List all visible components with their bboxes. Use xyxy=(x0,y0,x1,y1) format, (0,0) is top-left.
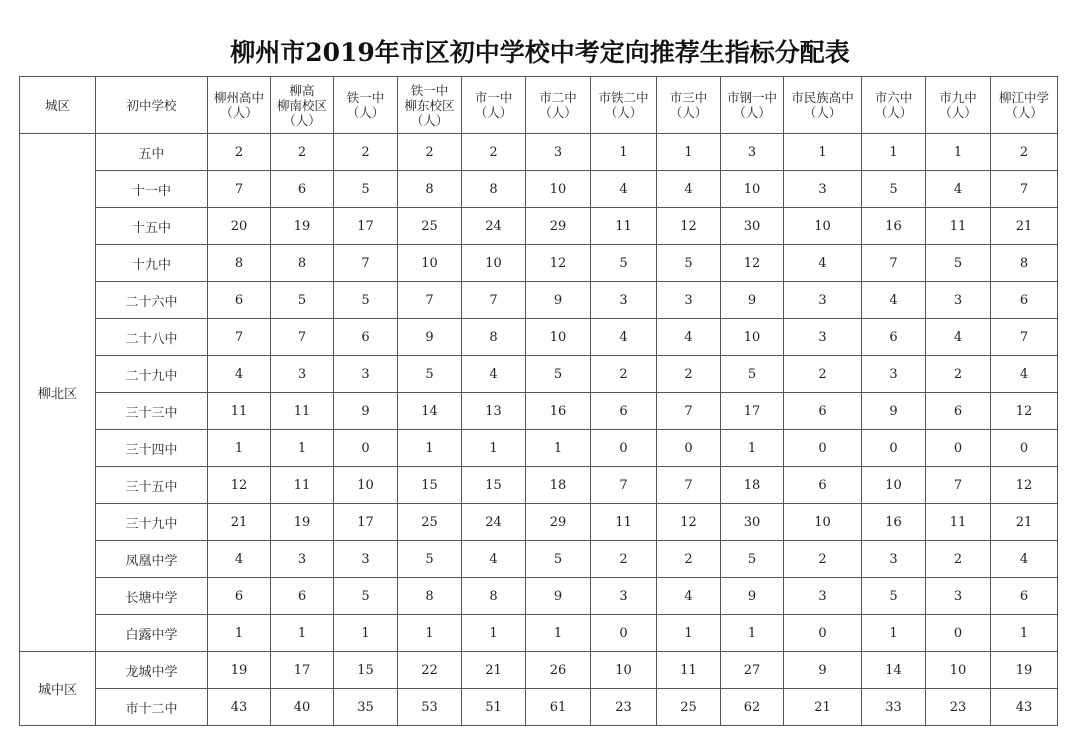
school-cell: 二十八中 xyxy=(96,319,208,356)
table-row xyxy=(20,319,1058,356)
quota-cell: 2 xyxy=(784,541,862,578)
quota-cell: 14 xyxy=(398,393,462,430)
quota-cell: 3 xyxy=(784,282,862,319)
quota-cell: 6 xyxy=(208,282,271,319)
quota-cell: 43 xyxy=(208,689,271,726)
quota-cell: 1 xyxy=(926,134,991,171)
quota-cell: 4 xyxy=(208,541,271,578)
column-header-line: 市一中 xyxy=(474,90,513,105)
quota-cell: 5 xyxy=(926,245,991,282)
quota-cell: 1 xyxy=(334,615,398,652)
quota-cell: 3 xyxy=(784,319,862,356)
column-header-line: （人） xyxy=(874,105,913,120)
quota-cell: 12 xyxy=(657,208,721,245)
table-row xyxy=(20,578,1058,615)
table-row xyxy=(20,356,1058,393)
quota-cell: 3 xyxy=(334,541,398,578)
quota-cell: 6 xyxy=(991,282,1058,319)
quota-cell: 0 xyxy=(591,430,657,467)
quota-cell: 3 xyxy=(271,541,334,578)
column-header-line: 柳州高中 xyxy=(213,90,264,105)
quota-cell: 5 xyxy=(526,541,591,578)
quota-cell: 5 xyxy=(271,282,334,319)
quota-cell: 8 xyxy=(208,245,271,282)
quota-cell: 10 xyxy=(526,319,591,356)
quota-cell: 1 xyxy=(721,430,784,467)
column-header xyxy=(208,77,271,134)
quota-cell: 9 xyxy=(526,578,591,615)
school-cell: 市十二中 xyxy=(96,689,208,726)
quota-cell: 5 xyxy=(591,245,657,282)
column-header-line: 城区 xyxy=(44,97,70,113)
quota-cell: 4 xyxy=(462,356,526,393)
quota-cell: 4 xyxy=(591,319,657,356)
quota-cell: 14 xyxy=(862,652,926,689)
column-header-line: （人） xyxy=(410,112,449,128)
quota-cell: 1 xyxy=(462,615,526,652)
school-cell: 三十三中 xyxy=(96,393,208,430)
column-header-line: 市九中 xyxy=(939,90,977,105)
quota-cell: 26 xyxy=(526,652,591,689)
quota-cell: 10 xyxy=(398,245,462,282)
school-cell: 三十四中 xyxy=(96,430,208,467)
quota-cell: 12 xyxy=(208,467,271,504)
column-header-line: 柳南校区 xyxy=(276,97,327,113)
quota-cell: 1 xyxy=(721,615,784,652)
quota-cell: 12 xyxy=(721,245,784,282)
quota-cell: 4 xyxy=(862,282,926,319)
table-row xyxy=(20,430,1058,467)
quota-cell: 7 xyxy=(657,393,721,430)
table-row xyxy=(20,467,1058,504)
quota-cell: 12 xyxy=(526,245,591,282)
school-cell: 三十九中 xyxy=(96,504,208,541)
quota-cell: 2 xyxy=(398,134,462,171)
quota-cell: 5 xyxy=(334,578,398,615)
quota-cell: 4 xyxy=(991,356,1058,393)
quota-cell: 10 xyxy=(721,171,784,208)
quota-cell: 4 xyxy=(657,578,721,615)
quota-cell: 8 xyxy=(398,171,462,208)
quota-cell: 7 xyxy=(334,245,398,282)
quota-cell: 2 xyxy=(926,541,991,578)
quota-cell: 3 xyxy=(271,356,334,393)
quota-cell: 1 xyxy=(398,615,462,652)
quota-cell: 19 xyxy=(271,504,334,541)
table-row xyxy=(20,393,1058,430)
quota-cell: 51 xyxy=(462,689,526,726)
quota-cell: 30 xyxy=(721,504,784,541)
quota-cell: 8 xyxy=(462,578,526,615)
school-cell: 二十六中 xyxy=(96,282,208,319)
column-header-line: （人） xyxy=(733,105,771,120)
quota-cell: 24 xyxy=(462,504,526,541)
column-header-line: （人） xyxy=(669,105,708,120)
column-header xyxy=(20,77,96,134)
quota-cell: 11 xyxy=(926,208,991,245)
quota-cell: 20 xyxy=(208,208,271,245)
school-cell: 白露中学 xyxy=(96,615,208,652)
quota-cell: 29 xyxy=(526,504,591,541)
quota-cell: 4 xyxy=(591,171,657,208)
district-cell: 柳北区 xyxy=(20,134,96,652)
quota-cell: 7 xyxy=(862,245,926,282)
quota-cell: 15 xyxy=(334,652,398,689)
quota-cell: 1 xyxy=(526,615,591,652)
quota-cell: 0 xyxy=(657,430,721,467)
quota-cell: 9 xyxy=(721,578,784,615)
column-header-line: 市铁二中 xyxy=(598,90,649,105)
quota-cell: 1 xyxy=(526,430,591,467)
column-header xyxy=(862,77,926,134)
school-cell: 三十五中 xyxy=(96,467,208,504)
quota-cell: 11 xyxy=(271,393,334,430)
quota-cell: 2 xyxy=(657,541,721,578)
quota-cell: 4 xyxy=(926,319,991,356)
quota-cell: 2 xyxy=(208,134,271,171)
quota-cell: 2 xyxy=(462,134,526,171)
quota-cell: 6 xyxy=(591,393,657,430)
quota-cell: 17 xyxy=(271,652,334,689)
column-header-line: （人） xyxy=(220,105,258,120)
school-cell: 龙城中学 xyxy=(96,652,208,689)
quota-cell: 2 xyxy=(991,134,1058,171)
quota-cell: 8 xyxy=(462,319,526,356)
quota-cell: 1 xyxy=(208,430,271,467)
quota-cell: 2 xyxy=(591,541,657,578)
quota-cell: 5 xyxy=(398,356,462,393)
column-header xyxy=(591,77,657,134)
column-header xyxy=(271,77,334,134)
quota-cell: 21 xyxy=(784,689,862,726)
quota-cell: 8 xyxy=(991,245,1058,282)
quota-cell: 4 xyxy=(208,356,271,393)
quota-cell: 19 xyxy=(208,652,271,689)
table-row xyxy=(20,541,1058,578)
district-cell: 城中区 xyxy=(20,652,96,726)
quota-cell: 17 xyxy=(721,393,784,430)
quota-cell: 4 xyxy=(784,245,862,282)
quota-cell: 1 xyxy=(862,134,926,171)
quota-cell: 12 xyxy=(991,393,1058,430)
quota-cell: 23 xyxy=(591,689,657,726)
quota-cell: 22 xyxy=(398,652,462,689)
quota-cell: 3 xyxy=(721,134,784,171)
quota-cell: 11 xyxy=(591,504,657,541)
quota-cell: 6 xyxy=(271,578,334,615)
column-header xyxy=(462,77,526,134)
quota-cell: 2 xyxy=(271,134,334,171)
quota-cell: 9 xyxy=(526,282,591,319)
column-header-line: 柳高 xyxy=(289,82,315,98)
column-header-line: （人） xyxy=(474,105,513,120)
quota-cell: 10 xyxy=(784,208,862,245)
quota-cell: 17 xyxy=(334,208,398,245)
quota-cell: 5 xyxy=(721,541,784,578)
quota-cell: 3 xyxy=(526,134,591,171)
quota-cell: 7 xyxy=(208,319,271,356)
quota-cell: 7 xyxy=(208,171,271,208)
quota-cell: 25 xyxy=(657,689,721,726)
quota-cell: 18 xyxy=(526,467,591,504)
quota-cell: 1 xyxy=(398,430,462,467)
quota-cell: 3 xyxy=(926,282,991,319)
quota-cell: 4 xyxy=(657,319,721,356)
quota-cell: 4 xyxy=(926,171,991,208)
quota-cell: 10 xyxy=(526,171,591,208)
quota-cell: 0 xyxy=(926,615,991,652)
column-header-line: （人） xyxy=(803,105,842,120)
quota-cell: 5 xyxy=(721,356,784,393)
quota-cell: 33 xyxy=(862,689,926,726)
quota-cell: 3 xyxy=(334,356,398,393)
quota-cell: 6 xyxy=(271,171,334,208)
quota-cell: 29 xyxy=(526,208,591,245)
column-header xyxy=(721,77,784,134)
quota-cell: 12 xyxy=(991,467,1058,504)
quota-cell: 15 xyxy=(462,467,526,504)
quota-cell: 3 xyxy=(862,541,926,578)
table-row xyxy=(20,171,1058,208)
quota-cell: 7 xyxy=(398,282,462,319)
table-row xyxy=(20,282,1058,319)
quota-cell: 1 xyxy=(657,134,721,171)
quota-cell: 25 xyxy=(398,504,462,541)
column-header-line: 柳东校区 xyxy=(404,97,455,113)
quota-cell: 27 xyxy=(721,652,784,689)
quota-cell: 25 xyxy=(398,208,462,245)
column-header-line: 铁一中 xyxy=(410,82,449,98)
quota-cell: 6 xyxy=(784,393,862,430)
quota-cell: 61 xyxy=(526,689,591,726)
quota-cell: 6 xyxy=(991,578,1058,615)
quota-cell: 13 xyxy=(462,393,526,430)
school-cell: 十五中 xyxy=(96,208,208,245)
quota-cell: 6 xyxy=(208,578,271,615)
quota-cell: 10 xyxy=(334,467,398,504)
quota-cell: 4 xyxy=(991,541,1058,578)
column-header-line: 市三中 xyxy=(669,90,708,105)
quota-cell: 9 xyxy=(334,393,398,430)
quota-cell: 10 xyxy=(721,319,784,356)
quota-cell: 11 xyxy=(271,467,334,504)
table-row xyxy=(20,245,1058,282)
quota-cell: 3 xyxy=(926,578,991,615)
quota-cell: 3 xyxy=(591,282,657,319)
quota-cell: 10 xyxy=(784,504,862,541)
table-row xyxy=(20,652,1058,689)
table-body xyxy=(20,134,1058,726)
quota-cell: 30 xyxy=(721,208,784,245)
quota-cell: 4 xyxy=(462,541,526,578)
quota-cell: 3 xyxy=(657,282,721,319)
quota-cell: 7 xyxy=(462,282,526,319)
quota-cell: 12 xyxy=(657,504,721,541)
school-cell: 长塘中学 xyxy=(96,578,208,615)
quota-cell: 2 xyxy=(784,356,862,393)
quota-cell: 9 xyxy=(784,652,862,689)
column-header xyxy=(334,77,398,134)
quota-cell: 21 xyxy=(991,504,1058,541)
quota-cell: 2 xyxy=(334,134,398,171)
column-header-line: 铁一中 xyxy=(346,90,385,105)
quota-cell: 15 xyxy=(398,467,462,504)
table-row xyxy=(20,208,1058,245)
quota-cell: 21 xyxy=(462,652,526,689)
column-header-line: 柳江中学 xyxy=(998,90,1049,105)
quota-cell: 53 xyxy=(398,689,462,726)
quota-cell: 4 xyxy=(657,171,721,208)
quota-cell: 21 xyxy=(208,504,271,541)
column-header xyxy=(96,77,208,134)
quota-cell: 7 xyxy=(991,171,1058,208)
table-row xyxy=(20,615,1058,652)
quota-cell: 11 xyxy=(591,208,657,245)
quota-cell: 23 xyxy=(926,689,991,726)
quota-cell: 2 xyxy=(657,356,721,393)
quota-cell: 8 xyxy=(271,245,334,282)
quota-cell: 3 xyxy=(591,578,657,615)
quota-cell: 10 xyxy=(862,467,926,504)
column-header-line: 市二中 xyxy=(539,90,577,105)
quota-cell: 9 xyxy=(862,393,926,430)
column-header-line: （人） xyxy=(283,112,321,128)
quota-cell: 16 xyxy=(862,504,926,541)
column-header-line: （人） xyxy=(346,105,385,120)
quota-cell: 0 xyxy=(784,430,862,467)
column-header-line: （人） xyxy=(604,105,643,120)
column-header xyxy=(526,77,591,134)
quota-cell: 1 xyxy=(657,615,721,652)
school-cell: 十九中 xyxy=(96,245,208,282)
quota-cell: 10 xyxy=(926,652,991,689)
quota-cell: 2 xyxy=(926,356,991,393)
column-header-line: （人） xyxy=(539,105,577,120)
quota-cell: 3 xyxy=(784,171,862,208)
quota-cell: 5 xyxy=(657,245,721,282)
quota-cell: 1 xyxy=(271,430,334,467)
quota-cell: 6 xyxy=(784,467,862,504)
quota-cell: 3 xyxy=(862,356,926,393)
column-header-line: （人） xyxy=(1005,105,1043,120)
quota-cell: 5 xyxy=(862,171,926,208)
column-header xyxy=(398,77,462,134)
quota-cell: 16 xyxy=(862,208,926,245)
table-row xyxy=(20,134,1058,171)
quota-cell: 1 xyxy=(462,430,526,467)
quota-cell: 62 xyxy=(721,689,784,726)
quota-cell: 19 xyxy=(271,208,334,245)
quota-cell: 43 xyxy=(991,689,1058,726)
table-row xyxy=(20,689,1058,726)
document-title: 柳州市2019年市区初中学校中考定向推荐生指标分配表 xyxy=(230,38,850,67)
column-header-line: 市民族高中 xyxy=(791,90,854,105)
column-header xyxy=(991,77,1058,134)
school-cell: 十一中 xyxy=(96,171,208,208)
school-cell: 五中 xyxy=(96,134,208,171)
quota-cell: 1 xyxy=(862,615,926,652)
quota-cell: 1 xyxy=(784,134,862,171)
column-header-line: 市钢一中 xyxy=(726,90,777,105)
quota-cell: 5 xyxy=(398,541,462,578)
quota-cell: 18 xyxy=(721,467,784,504)
quota-cell: 7 xyxy=(271,319,334,356)
quota-cell: 5 xyxy=(334,282,398,319)
quota-cell: 6 xyxy=(926,393,991,430)
quota-cell: 40 xyxy=(271,689,334,726)
quota-cell: 21 xyxy=(991,208,1058,245)
quota-cell: 11 xyxy=(657,652,721,689)
quota-cell: 16 xyxy=(526,393,591,430)
quota-cell: 1 xyxy=(271,615,334,652)
quota-cell: 0 xyxy=(991,430,1058,467)
quota-cell: 2 xyxy=(591,356,657,393)
header-row xyxy=(20,77,1058,134)
quota-cell: 0 xyxy=(926,430,991,467)
quota-cell: 17 xyxy=(334,504,398,541)
quota-cell: 10 xyxy=(591,652,657,689)
quota-cell: 9 xyxy=(398,319,462,356)
quota-cell: 6 xyxy=(334,319,398,356)
quota-cell: 9 xyxy=(721,282,784,319)
quota-cell: 24 xyxy=(462,208,526,245)
column-header xyxy=(657,77,721,134)
table-row xyxy=(20,504,1058,541)
quota-cell: 10 xyxy=(462,245,526,282)
quota-cell: 7 xyxy=(926,467,991,504)
quota-cell: 35 xyxy=(334,689,398,726)
quota-cell: 11 xyxy=(208,393,271,430)
school-cell: 凤凰中学 xyxy=(96,541,208,578)
quota-cell: 1 xyxy=(591,134,657,171)
quota-cell: 0 xyxy=(784,615,862,652)
quota-cell: 19 xyxy=(991,652,1058,689)
quota-cell: 0 xyxy=(591,615,657,652)
column-header xyxy=(926,77,991,134)
quota-cell: 6 xyxy=(862,319,926,356)
column-header xyxy=(784,77,862,134)
quota-cell: 11 xyxy=(926,504,991,541)
quota-cell: 8 xyxy=(398,578,462,615)
quota-cell: 5 xyxy=(334,171,398,208)
column-header-line: （人） xyxy=(939,105,977,120)
allocation-table xyxy=(19,76,1058,726)
quota-cell: 7 xyxy=(991,319,1058,356)
quota-cell: 1 xyxy=(208,615,271,652)
quota-cell: 8 xyxy=(462,171,526,208)
quota-cell: 0 xyxy=(334,430,398,467)
quota-cell: 7 xyxy=(657,467,721,504)
column-header-line: 市六中 xyxy=(874,90,913,105)
column-header-line: 初中学校 xyxy=(126,97,177,113)
quota-cell: 5 xyxy=(526,356,591,393)
quota-cell: 1 xyxy=(991,615,1058,652)
quota-cell: 0 xyxy=(862,430,926,467)
quota-cell: 5 xyxy=(862,578,926,615)
quota-cell: 3 xyxy=(784,578,862,615)
quota-cell: 7 xyxy=(591,467,657,504)
school-cell: 二十九中 xyxy=(96,356,208,393)
